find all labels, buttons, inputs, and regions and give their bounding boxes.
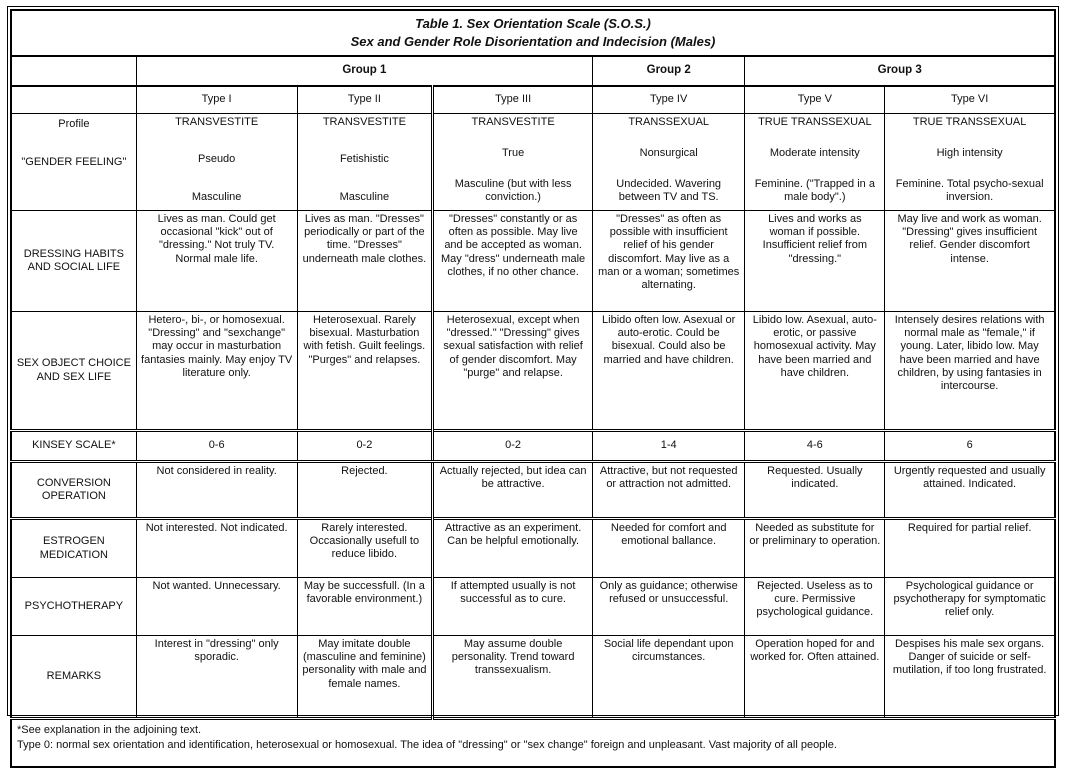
table-cell: Attractive, but not requested or attraction not admitted. [592,462,744,519]
profile-name: TRUE TRANSSEXUAL [758,116,872,128]
type-header-row [11,86,1055,114]
table-cell: Not interested. Not indicated. [136,519,297,578]
table-title [11,10,1055,56]
table-title-line1: Table 1. Sex Orientation Scale (S.O.S.) [415,16,651,32]
table-cell: Requested. Usually indicated. [745,462,885,519]
table-cell: Intensely desires relations with normal male as "female," if young. Later, libido low. May have been married and have children, by using fantasies in intercourse. [885,312,1055,431]
profile-subtype: Pseudo [197,153,236,166]
profile-subtype: High intensity [936,146,1003,159]
table-outer-border [7,6,1059,751]
table-cell: Libido low. Asexual, auto-erotic, or passive homosexual activity. May have been married and have children. [745,312,885,431]
group2-header: Group 2 [592,56,744,86]
profile-feeling: Feminine. ("Trapped in a male body".) [754,177,875,203]
profile-name: TRUE TRANSSEXUAL [912,116,1027,128]
table-cell: Heterosexual, except when "dressed." "Dressing" gives sexual satisfaction with relief of gender discomfort. May "purge" and relapse. [433,312,593,431]
row-label: PSYCHOTHERAPY [11,578,136,636]
table-cell: Rarely interested. Occasionally usefull to reduce libido. [297,519,433,578]
row-label: REMARKS [11,636,136,719]
type-corner-cell [11,86,136,114]
table-cell: "Dresses" constantly or as often as possible. May live and be accepted as woman. May "dress" underneath male clothes, if no other chance. [433,211,593,312]
type3-header: Type III [433,86,593,114]
footnotes-cell [11,719,1055,768]
table-cell: Urgently requested and usually attained. Indicated. [885,462,1055,519]
group-header-row [11,56,1055,86]
table-cell: May imitate double (masculine and feminine) personality with male and female names. [297,636,433,719]
table-cell: Rejected. Useless as to cure. Permissive psychological guidance. [745,578,885,636]
title-row [11,10,1055,56]
sos-table [10,9,1056,768]
table-title-line2: Sex and Gender Role Disorientation and Indecision (Males) [350,34,716,49]
table-cell: Attractive as an experiment. Can be helpful emotionally. [433,519,593,578]
table-cell: 4-6 [745,431,885,462]
table-cell: 0-6 [136,431,297,462]
type2-header: Type II [297,86,433,114]
table-cell: Psychological guidance or psychotherapy for symptomatic relief only. [885,578,1055,636]
profile-feeling: Feminine. Total psycho-sexual inversion. [895,177,1044,203]
table-cell: Hetero-, bi-, or homosexual. "Dressing" and "sexchange" may occur in masturbation fantasies mainly. May enjoy TV literature only. [136,312,297,431]
profile-row [11,114,1055,211]
table-cell: Libido often low. Asexual or auto-erotic. Could be bisexual. Could also be married and have children. [592,312,744,431]
gender-feeling-label: "GENDER FEELING" [21,156,127,168]
profile-name: TRANSVESTITE [471,116,555,128]
remarks-row [11,636,1055,719]
table-cell: Needed as substitute for or preliminary to operation. [745,519,885,578]
profile-name: TRANSVESTITE [322,116,406,128]
profile-cell-type2 [297,114,433,211]
table-cell: Only as guidance; otherwise refused or unsuccessful. [592,578,744,636]
table-cell: Social life dependant upon circumstances. [592,636,744,719]
row-label: CONVERSION OPERATION [11,462,136,519]
table-cell: Despises his male sex organs. Danger of suicide or self-mutilation, if too long frustrated. [885,636,1055,719]
profile-feeling: Undecided. Wavering between TV and TS. [616,177,722,203]
profile-cell-type5 [745,114,885,211]
table-cell: Operation hoped for and worked for. Often attained. [745,636,885,719]
corner-cell [11,56,136,86]
profile-subtype: Fetishistic [339,153,389,166]
profile-subtype: Moderate intensity [769,146,860,159]
conversion-operation-row [11,462,1055,519]
profile-cell-type4 [592,114,744,211]
profile-feeling: Masculine [191,190,242,203]
table-cell: Not considered in reality. [136,462,297,519]
type4-header: Type IV [592,86,744,114]
table-cell: Required for partial relief. [885,519,1055,578]
table-cell: 6 [885,431,1055,462]
table-cell: Needed for comfort and emotional ballance. [592,519,744,578]
psychotherapy-row [11,578,1055,636]
table-cell: 0-2 [433,431,593,462]
table-cell: May be successfull. (In a favorable environment.) [297,578,433,636]
type1-header: Type I [136,86,297,114]
group3-header: Group 3 [745,56,1055,86]
profile-cell-type3 [433,114,593,211]
estrogen-medication-row [11,519,1055,578]
table-cell: 1-4 [592,431,744,462]
sex-object-row [11,312,1055,431]
profile-cell-type6 [885,114,1055,211]
table-cell: Rejected. [297,462,433,519]
profile-subtype: Nonsurgical [639,146,698,159]
profile-cell-type1 [136,114,297,211]
table-cell: Not wanted. Unnecessary. [136,578,297,636]
profile-label: Profile [58,118,90,130]
table-cell: Lives as man. "Dresses" periodically or part of the time. "Dresses" underneath male clothes. [297,211,433,312]
group1-header: Group 1 [136,56,592,86]
footnote-row [11,719,1055,768]
table-cell: If attempted usually is not successful as to cure. [433,578,593,636]
table-cell: "Dresses" as often as possible with insufficient relief of his gender discomfort. May live as a man or a woman; sometimes alternating. [592,211,744,312]
dressing-habits-row [11,211,1055,312]
table-cell: May assume double personality. Trend toward transsexualism. [433,636,593,719]
profile-name: TRANSVESTITE [175,116,259,128]
type5-header: Type V [745,86,885,114]
footnote-1: *See explanation in the adjoining text. [17,724,202,736]
table-cell: Lives as man. Could get occasional "kick" out of "dressing." Not truly TV. Normal male life. [136,211,297,312]
type6-header: Type VI [885,86,1055,114]
table-cell: May live and work as woman. "Dressing" gives insufficient relief. Gender discomfort intense. [885,211,1055,312]
table-cell: 0-2 [297,431,433,462]
footnote-2: Type 0: normal sex orientation and identification, heterosexual or homosexual. The idea of "dressing" or "sex change" foreign and unpleasant. Vast majority of all people. [17,738,837,751]
profile-feeling: Masculine (but with less conviction.) [454,177,572,203]
kinsey-scale-row [11,431,1055,462]
row-label: KINSEY SCALE* [11,431,136,462]
row-label: SEX OBJECT CHOICE AND SEX LIFE [11,312,136,431]
row-label: DRESSING HABITS AND SOCIAL LIFE [11,211,136,312]
row-label: ESTROGEN MEDICATION [11,519,136,578]
profile-feeling: Masculine [339,190,390,203]
table-cell: Actually rejected, but idea can be attractive. [433,462,593,519]
table-cell: Lives and works as woman if possible. Insufficient relief from "dressing." [745,211,885,312]
profile-name: TRANSSEXUAL [628,116,710,128]
profile-subtype: True [502,146,525,159]
profile-row-label [11,114,136,211]
table-cell: Heterosexual. Rarely bisexual. Masturbation with fetish. Guilt feelings. "Purges" and relapses. [297,312,433,431]
table-cell: Interest in "dressing" only sporadic. [136,636,297,719]
